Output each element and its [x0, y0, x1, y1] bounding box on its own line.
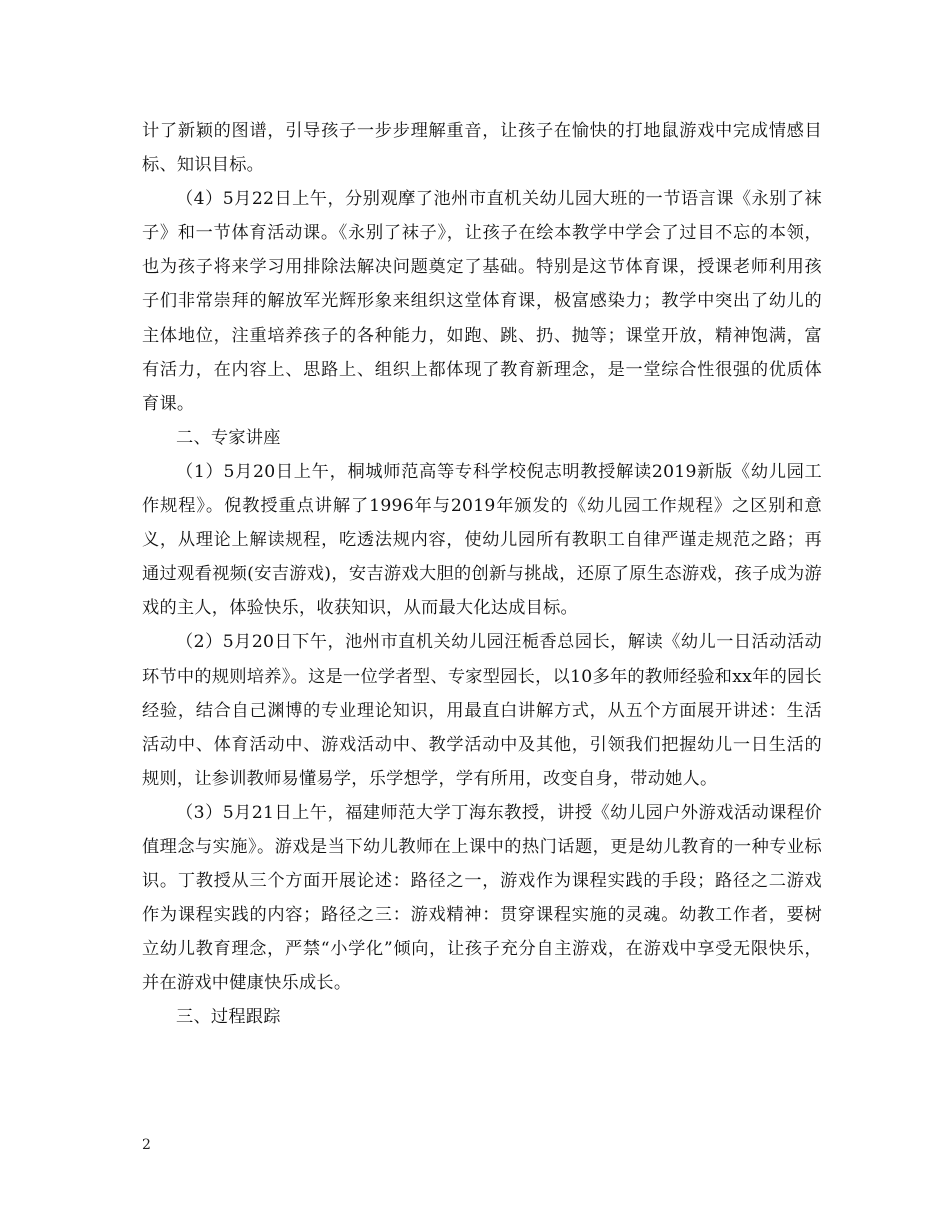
section-heading-process-tracking: 三、过程跟踪 — [176, 1007, 281, 1028]
paragraph-observation-4: （4）5月22日上午，分别观摩了池州市直机关幼儿园大班的一节语言课《永别了袜子》和一节体育活动课。《永别了袜子》，让孩子在绘本教学中学会了过目不忘的本领，也为孩子将来学习用排除法解决问题奠定了基础。特别是这节体育课，授课老师利用孩子们非常崇拜的解放军光辉形象来组织这堂体育课，极富感染力；教学中突出了幼儿的主体地位，注重培养孩子的各种能力，如跑、跳、扔、抛等；课堂开放，精神饱满，富有活力，在内容上、思路上、组织上都体现了教育新理念，是一堂综合性很强的优质体育课。 — [142, 189, 822, 414]
paragraph-continuation: 计了新颖的图谱，引导孩子一步步理解重音，让孩子在愉快的打地鼠游戏中完成情感目标、知识目标。 — [142, 121, 822, 176]
paragraph-lecture-2: （2）5月20日下午，池州市直机关幼儿园汪栀香总园长，解读《幼儿一日活动活动环节中的规则培养》。这是一位学者型、专家型园长，以10多年的教师经验和xx年的园长经验，结合自己渊博的专业理论知识，用最直白讲解方式，从五个方面展开讲述：生活活动中、体育活动中、游戏活动中、教学活动中及其他，引领我们把握幼儿一日生活的规则，让参训教师易懂易学，乐学想学，学有所用，改变自身，带动她人。 — [142, 632, 822, 789]
paragraph-lecture-3: （3）5月21日上午，福建师范大学丁海东教授，讲授《幼儿园户外游戏活动课程价值理念与实施》。游戏是当下幼儿教师在上课中的热门话题，更是幼儿教育的一种专业标识。丁教授从三个方面开展论述：路径之一，游戏作为课程实践的手段；路径之二游戏作为课程实践的内容；路径之三：游戏精神：贯穿课程实施的灵魂。幼教工作者，要树立幼儿教育理念，严禁“小学化”倾向，让孩子充分自主游戏，在游戏中享受无限快乐，并在游戏中健康快乐成长。 — [142, 802, 822, 994]
section-heading-expert-lectures: 二、专家讲座 — [176, 427, 281, 448]
page-number: 2 — [142, 1137, 151, 1153]
document-body — [142, 114, 822, 1035]
paragraph-lecture-1: （1）5月20日上午，桐城师范高等专科学校倪志明教授解读2019新版《幼儿园工作规程》。倪教授重点讲解了1996年与2019年颁发的《幼儿园工作规程》之区别和意义，从理论上解读规程，吃透法规内容，使幼儿园所有教职工自律严谨走规范之路；再通过观看视频(安吉游戏)，安吉游戏大胆的创新与挑战，还原了原生态游戏，孩子成为游戏的主人，体验快乐，收获知识，从而最大化达成目标。 — [142, 461, 822, 619]
